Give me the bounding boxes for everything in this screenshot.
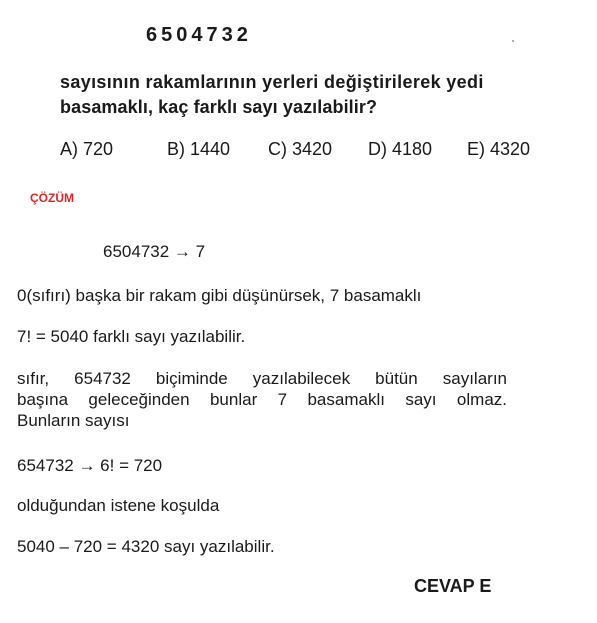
- option-d: D) 4180: [368, 139, 433, 159]
- solution-heading: ÇÖZÜM: [30, 191, 74, 205]
- solution-line-4: 654732 → 6! = 720: [17, 456, 163, 475]
- option-e: E) 4320: [467, 139, 531, 159]
- solution-paragraph: [17, 368, 507, 431]
- question-line-1: sayısının rakamlarının yerleri değiştirilerek yedi: [60, 72, 484, 92]
- option-b: B) 1440: [167, 139, 231, 159]
- problem-number: 6504732: [146, 24, 252, 46]
- question-text: [60, 70, 484, 120]
- question-line-2: basamaklı, kaç farklı sayı yazılabilir?: [60, 97, 378, 117]
- answer-label: CEVAP E: [414, 576, 492, 596]
- solution-line-6: 5040 – 720 = 4320 sayı yazılabilir.: [17, 537, 275, 556]
- solution-para-line-1: sıfır, 654732 biçiminde yazılabilecek bütün sayıların: [17, 369, 507, 388]
- option-a: A) 720: [60, 139, 114, 159]
- solution-line-3: 7! = 5040 farklı sayı yazılabilir.: [17, 327, 246, 346]
- solution-line-5: olduğundan istene koşulda: [17, 496, 220, 515]
- option-c: C) 3420: [268, 139, 333, 159]
- solution-para-line-2: başına geleceğinden bunlar 7 basamaklı sayı olmaz.: [17, 390, 507, 409]
- scan-speck: [512, 40, 514, 42]
- solution-para-line-3: Bunların sayısı: [17, 411, 130, 430]
- solution-line-1: 6504732 → 7: [103, 242, 206, 261]
- solution-line-2: 0(sıfırı) başka bir rakam gibi düşünürsek, 7 basamaklı: [17, 286, 422, 305]
